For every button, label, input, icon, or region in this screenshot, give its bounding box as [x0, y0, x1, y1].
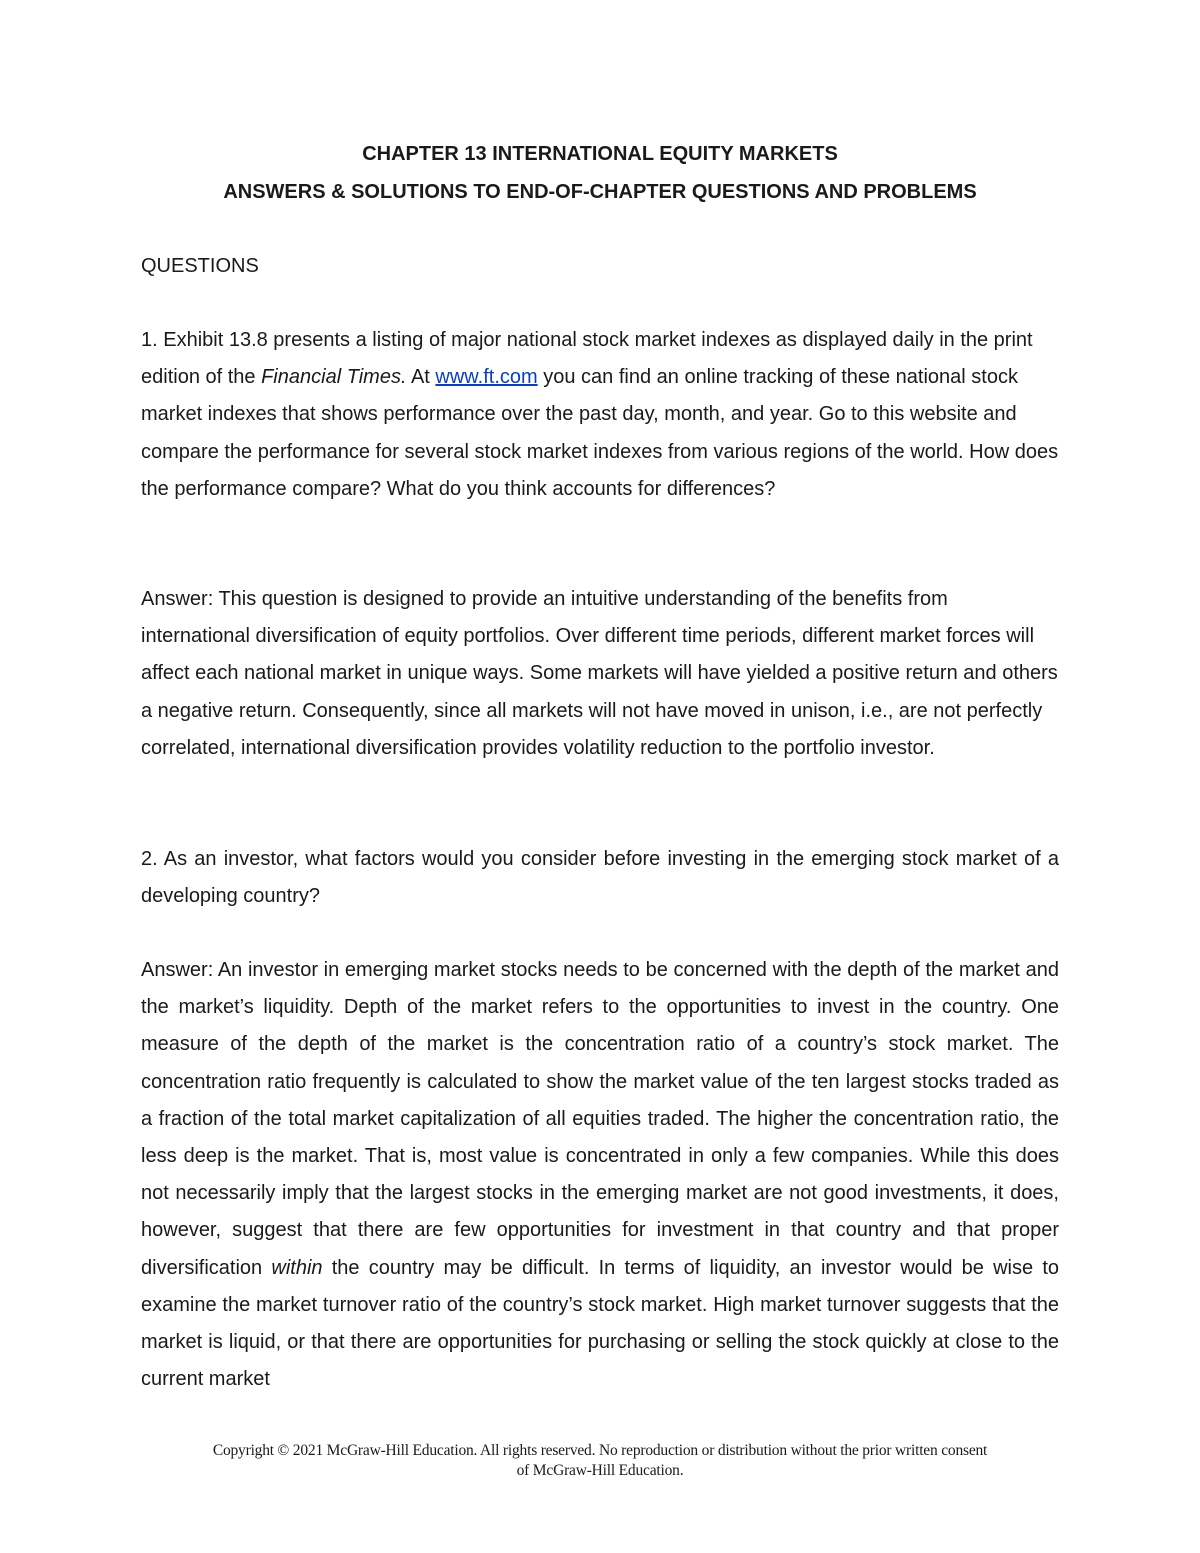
- answer-2-text: Answer: An investor in emerging market stocks needs to be concerned with the depth of the market and the market’s liquidity. Depth of the market refers to the opportunities to invest in the country. One measure of the depth of the market is the concentration ratio of a country’s stock market. The concentration ratio frequently is calculated to show the market value of the ten largest stocks traded as a fraction of the total market capitalization of all equities traded. The higher the concentration ratio, the less deep is the market. That is, most value is concentrated in only a few companies. While this does not necessarily imply that the largest stocks in the emerging market are not good investments, it does, however, suggest that there are few opportunities for investment in that country and that proper diversification: [141, 959, 1059, 1279]
- question-1-italic: Financial Times.: [261, 366, 407, 389]
- copyright-line-2: of McGraw-Hill Education.: [516, 1462, 684, 1479]
- answer-2: [141, 952, 1059, 1398]
- copyright-footer: [141, 1441, 1059, 1481]
- section-label: QUESTIONS: [141, 255, 259, 277]
- question-1: [141, 322, 1059, 508]
- chapter-subtitle: ANSWERS & SOLUTIONS TO END-OF-CHAPTER QUESTIONS AND PROBLEMS: [223, 181, 977, 203]
- question-2: 2. As an investor, what factors would you consider before investing in the emerging stock market of a developing country?: [141, 848, 1059, 908]
- question-1-text-3: you can find an online tracking of these national stock market indexes that shows performance over the past day, month, and year. Go to this website and compare the performance for several stock market indexes from various regions of the world. How does the performance compare? What do you think accounts for differences?: [141, 366, 1059, 500]
- answer-2-text-2: the country may be difficult. In terms of liquidity, an investor would be wise to examine the market turnover ratio of the country’s stock market. High market turnover suggests that the market is liquid, or that there are opportunities for purchasing or selling the stock quickly at close to the current market: [141, 1256, 1060, 1391]
- question-1-text-2: At: [406, 366, 436, 389]
- ft-link[interactable]: www.ft.com: [435, 366, 538, 389]
- chapter-title: CHAPTER 13 INTERNATIONAL EQUITY MARKETS: [362, 143, 838, 165]
- answer-2-italic: within: [271, 1256, 323, 1279]
- question-1-text: 1. Exhibit 13.8 presents a listing of major national stock market indexes as displayed daily in the print edition of the: [141, 329, 1033, 389]
- copyright-line-1: Copyright © 2021 McGraw-Hill Education. All rights reserved. No reproduction or distribution without the prior written consent: [212, 1442, 988, 1459]
- answer-1: Answer: This question is designed to provide an intuitive understanding of the benefits from international diversification of equity portfolios. Over different time periods, different market forces will affect each national market in unique ways. Some markets will have yielded a positive return and others a negative return. Consequently, since all markets will not have moved in unison, i.e., are not perfectly correlated, international diversification provides volatility reduction to the portfolio investor.: [141, 588, 1058, 759]
